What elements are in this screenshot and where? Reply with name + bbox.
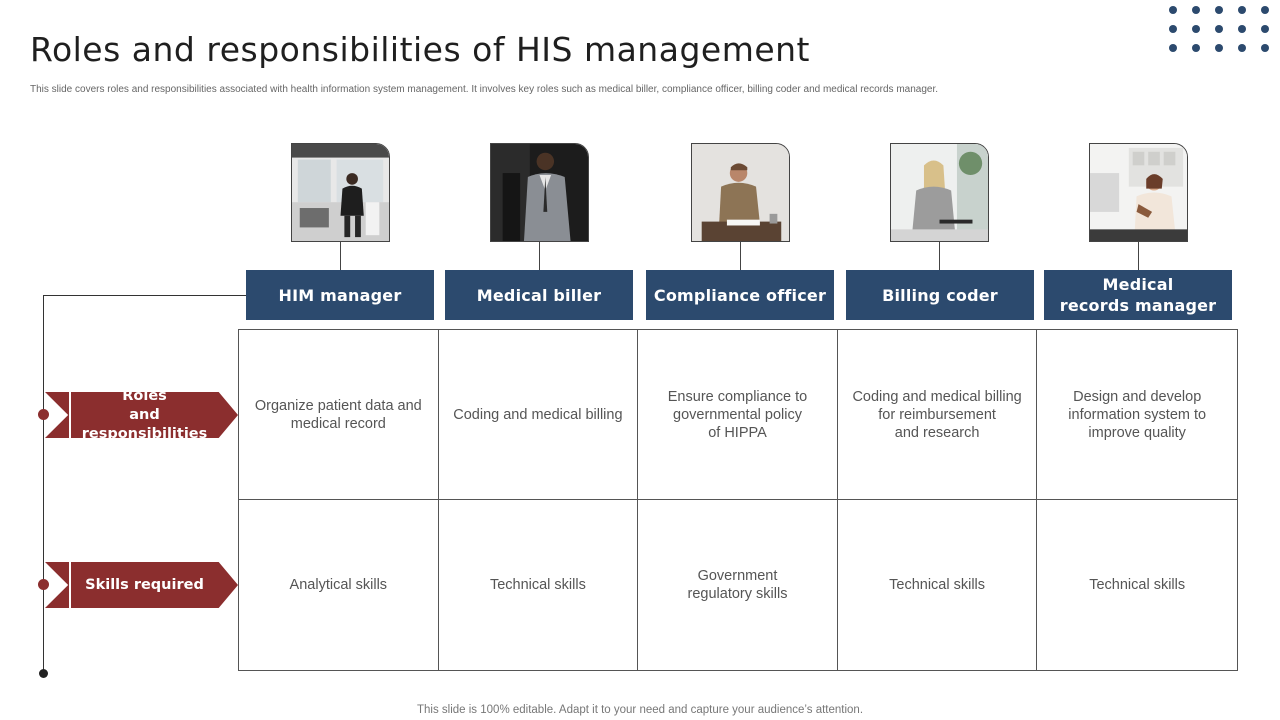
table-cell-skills: Technical skills xyxy=(1089,577,1186,593)
roles-table xyxy=(238,329,1238,671)
slide-title: Roles and responsibilities of HIS management xyxy=(30,30,811,69)
slide-footer: This slide is 100% editable. Adapt it to your need and capture your audience’s attention. xyxy=(416,704,864,716)
connector-line xyxy=(340,242,341,270)
table-cell-responsibility: Ensure compliance to governmental policy of HIPPA xyxy=(638,330,838,500)
connector-line xyxy=(539,242,540,270)
him-manager-photo xyxy=(291,143,390,242)
table-cell-responsibility: Coding and medical billing xyxy=(439,330,639,500)
table-cell-skills: Analytical skills xyxy=(239,500,439,670)
slide-subtitle: This slide covers roles and responsibilities associated with health information system management. It involves key roles such as medical biller, compliance officer, billing coder and medical records manager. xyxy=(30,84,939,95)
role-header-medical-biller: Medical biller xyxy=(445,270,633,320)
table-cell-responsibility: Design and develop information system to improve quality xyxy=(1037,330,1237,500)
timeline-line xyxy=(43,295,44,673)
table-cell-skills: Government regulatory skills xyxy=(638,500,838,670)
connector-line xyxy=(740,242,741,270)
role-header-billing-coder: Billing coder xyxy=(846,270,1034,320)
connector-line xyxy=(1138,242,1139,270)
table-cell-responsibility: Organize patient data and medical record xyxy=(239,330,439,500)
table-cell-skills: Technical skills xyxy=(439,500,639,670)
row-label-skills xyxy=(45,562,238,608)
role-header-medical-records-manager: Medical records manager xyxy=(1044,270,1232,320)
table-cell-skills: Technical skills xyxy=(838,500,1038,670)
connector-line xyxy=(939,242,940,270)
role-header-compliance-officer: Compliance officer xyxy=(646,270,834,320)
table-cell-responsibility: Coding and medical billing for reimbursement and research xyxy=(838,330,1038,500)
compliance-officer-photo xyxy=(691,143,790,242)
timeline-end-dot xyxy=(39,669,48,678)
row-label-roles-text: Roles and responsibilities xyxy=(81,387,208,442)
timeline-branch-line xyxy=(43,295,246,296)
dot-grid-decoration xyxy=(1169,6,1277,60)
billing-coder-photo xyxy=(890,143,989,242)
row-label-skills-text: Skills required xyxy=(85,576,204,593)
medical-records-manager-photo xyxy=(1089,143,1188,242)
row-label-roles xyxy=(45,387,238,442)
role-header-him-manager: HIM manager xyxy=(246,270,434,320)
medical-biller-photo xyxy=(490,143,589,242)
